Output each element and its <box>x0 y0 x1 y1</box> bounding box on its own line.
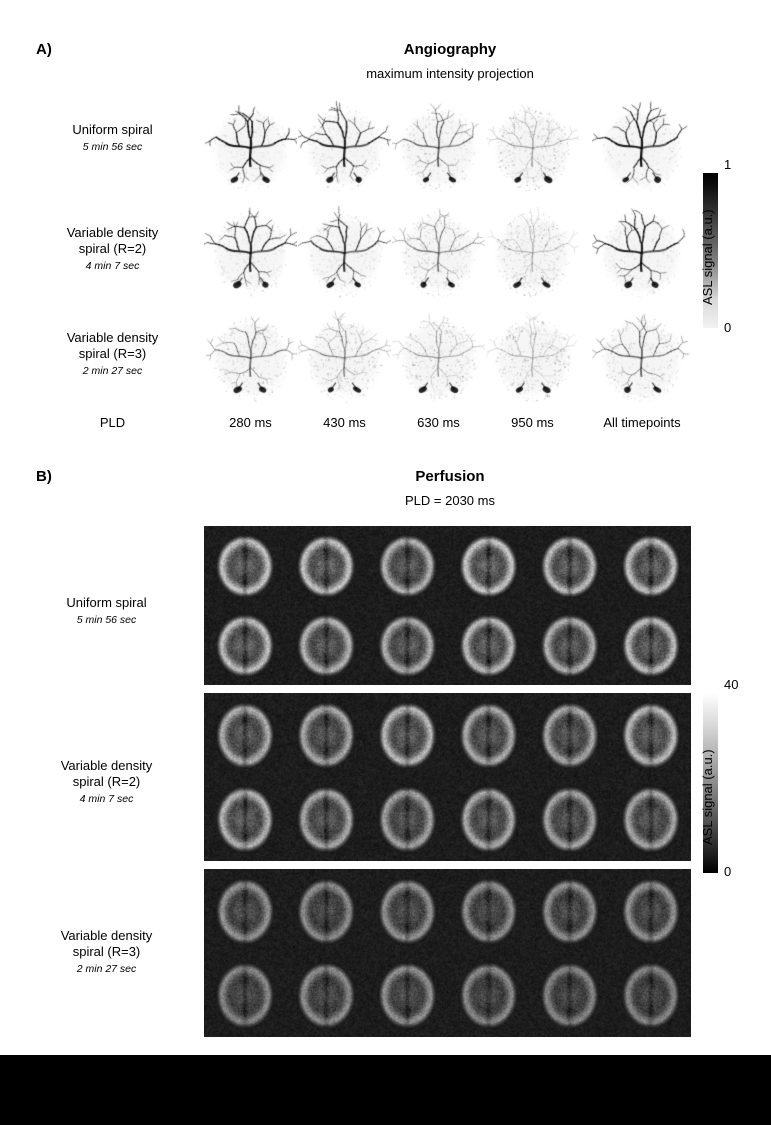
row-name-line2: spiral (R=3) <box>72 943 141 959</box>
panel-a-row-label-1 <box>30 225 195 273</box>
panel-a-colorbar-axis-title: ASL signal (a.u.) <box>700 209 715 305</box>
row-duration: 2 min 27 sec <box>76 962 137 975</box>
angio-tile-r0c4 <box>592 97 691 201</box>
row-name-line1: Variable density <box>60 758 153 773</box>
panel-b-colorbar-min: 0 <box>724 864 732 879</box>
panel-a-letter: A) <box>36 41 52 58</box>
panel-a-colorbar-max: 1 <box>724 157 732 172</box>
row-name-line2: spiral (R=2) <box>78 240 147 256</box>
panel-b-row-label-1 <box>24 758 189 806</box>
angio-tile-r0c3 <box>486 97 579 201</box>
angio-tile-r2c3 <box>486 307 579 411</box>
row-duration: 5 min 56 sec <box>76 613 137 626</box>
row-name-line1: Variable density <box>66 330 159 345</box>
panel-b-colorbar-axis-title: ASL signal (a.u.) <box>700 749 715 845</box>
panel-b-subtitle: PLD = 2030 ms <box>405 493 495 508</box>
footer-band <box>0 1055 771 1125</box>
panel-a-column-label-4: All timepoints <box>603 415 681 430</box>
angio-tile-r1c4 <box>592 202 691 306</box>
angio-tile-r1c3 <box>486 202 579 306</box>
row-duration: 4 min 7 sec <box>79 792 134 805</box>
panel-a-column-axis-label: PLD <box>99 415 126 430</box>
angio-tile-r0c0 <box>204 97 297 201</box>
row-duration: 4 min 7 sec <box>85 259 140 272</box>
panel-a-subtitle: maximum intensity projection <box>366 66 534 81</box>
perfusion-block-1 <box>204 693 691 861</box>
row-name-line1: Variable density <box>66 225 159 240</box>
panel-a-row-label-2 <box>30 330 195 378</box>
row-name: Uniform spiral <box>66 595 147 610</box>
row-name: Uniform spiral <box>72 122 153 137</box>
angio-tile-r2c2 <box>392 307 485 411</box>
perfusion-block-0 <box>204 526 691 685</box>
panel-b-row-label-2 <box>24 928 189 976</box>
angio-tile-r2c0 <box>204 307 297 411</box>
panel-b-title: Perfusion <box>415 468 485 485</box>
angio-tile-r2c4 <box>592 307 691 411</box>
angio-tile-r1c1 <box>298 202 391 306</box>
angio-tile-r1c0 <box>204 202 297 306</box>
panel-a-title: Angiography <box>403 41 497 58</box>
panel-a-column-label-3: 950 ms <box>511 415 554 430</box>
angio-tile-r2c1 <box>298 307 391 411</box>
angio-tile-r1c2 <box>392 202 485 306</box>
panel-a-column-label-2: 630 ms <box>417 415 460 430</box>
row-name-line1: Variable density <box>60 928 153 943</box>
row-name-line2: spiral (R=3) <box>78 345 147 361</box>
panel-b-colorbar-max: 40 <box>724 677 739 692</box>
angio-tile-r0c1 <box>298 97 391 201</box>
panel-b-row-label-0 <box>24 595 189 627</box>
row-name-line2: spiral (R=2) <box>72 773 141 789</box>
row-duration: 5 min 56 sec <box>82 140 143 153</box>
row-duration: 2 min 27 sec <box>82 364 143 377</box>
panel-a-column-label-1: 430 ms <box>323 415 366 430</box>
panel-b-letter: B) <box>36 468 52 485</box>
perfusion-block-2 <box>204 869 691 1037</box>
angio-tile-r0c2 <box>392 97 485 201</box>
panel-a-column-label-0: 280 ms <box>229 415 272 430</box>
panel-a-row-label-0 <box>30 122 195 154</box>
panel-a-colorbar-min: 0 <box>724 320 732 335</box>
